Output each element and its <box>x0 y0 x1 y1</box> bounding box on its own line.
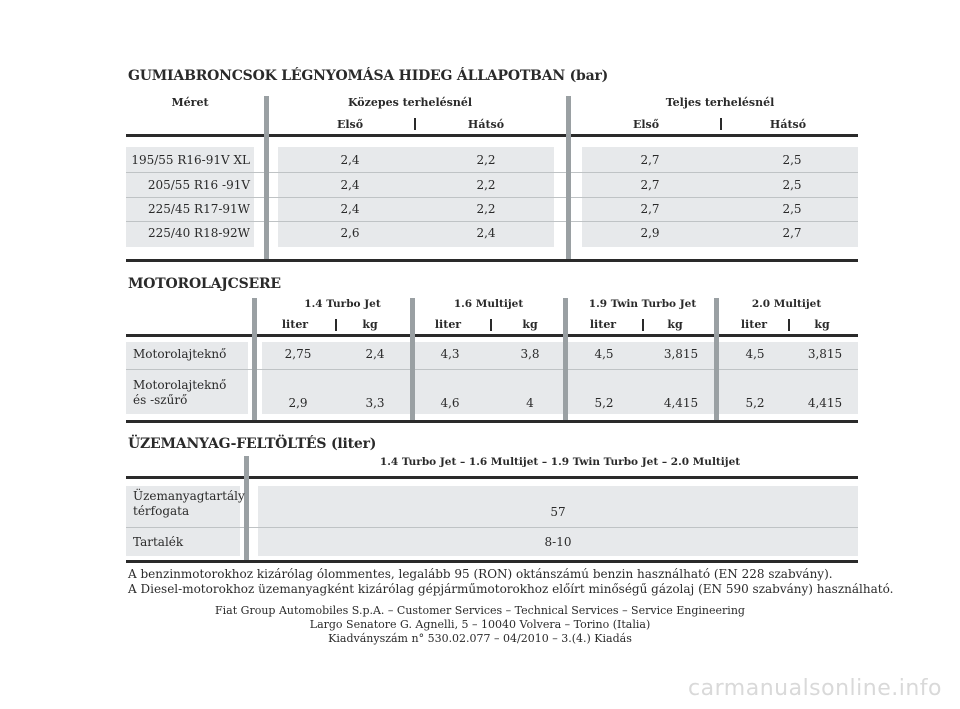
oil-value: 3,815 <box>663 347 699 361</box>
tyre-size: 225/45 R17-91W <box>148 202 250 216</box>
oil-unit-divider <box>490 319 492 331</box>
oil-row2-label-b: és -szűrő <box>133 393 188 407</box>
oil-row2-label-a: Motorolajteknő <box>133 378 227 392</box>
oil-value: 2,9 <box>288 396 308 410</box>
oil-value: 4,5 <box>745 347 765 361</box>
oil-value: 3,815 <box>807 347 843 361</box>
tyre-full-front-value: 2,7 <box>640 153 660 167</box>
oil-value: 3,8 <box>520 347 540 361</box>
fuel-row2-label: Tartalék <box>133 535 184 549</box>
oil-unit-liter: liter <box>434 318 462 331</box>
fuel-note-diesel: A Diesel-motorokhoz üzemanyagként kizárólag gépjárműmotorokhoz előírt minőségű gázolaj (EN 590 szabvány) használható. <box>128 582 894 596</box>
footer-publication: Kiadványszám n° 530.02.077 – 04/2010 – 3.(4.) Kiadás <box>328 632 632 645</box>
oil-unit-liter: liter <box>589 318 617 331</box>
oil-unit-kg: kg <box>667 318 683 331</box>
tyre-bottom-rule <box>126 259 858 262</box>
oil-unit-kg: kg <box>522 318 538 331</box>
tyre-vbar-left <box>264 96 269 261</box>
oil-vbar-1 <box>252 298 257 420</box>
tyre-medium-divider <box>414 118 416 130</box>
oil-vbar-2 <box>410 298 415 420</box>
tyre-full-rear-value: 2,5 <box>782 178 802 192</box>
tyre-row-divider <box>126 172 858 173</box>
tyre-medium-front-value: 2,4 <box>340 202 360 216</box>
oil-value: 5,2 <box>594 396 614 410</box>
oil-engine-2: 1.6 Multijet <box>453 298 524 310</box>
tyre-full-rear-value: 2,5 <box>782 153 802 167</box>
oil-unit-divider <box>788 319 790 331</box>
oil-engine-4: 2.0 Multijet <box>751 298 822 310</box>
tyre-col-medium: Közepes terhelésnél <box>347 96 473 109</box>
oil-unit-divider <box>335 319 337 331</box>
tyre-medium-front-value: 2,6 <box>340 226 360 240</box>
fuel-reserve-value: 8-10 <box>544 535 572 549</box>
tyre-medium-front: Első <box>336 118 364 131</box>
tyre-size: 205/55 R16 -91V <box>147 178 250 192</box>
watermark-text: carmanualsonline.info <box>688 676 942 701</box>
tyre-full-front-value: 2,7 <box>640 178 660 192</box>
tyre-medium-front-value: 2,4 <box>340 153 360 167</box>
oil-unit-liter: liter <box>740 318 768 331</box>
oil-row-divider <box>126 369 858 370</box>
tyre-medium-rear-value: 2,2 <box>476 153 496 167</box>
tyre-medium-rear-value: 2,4 <box>476 226 496 240</box>
fuel-engines-header: 1.4 Turbo Jet – 1.6 Multijet – 1.9 Twin Turbo Jet – 2.0 Multijet <box>379 456 741 468</box>
tyre-full-rear: Hátsó <box>769 118 807 131</box>
oil-value: 5,2 <box>745 396 765 410</box>
fuel-header-rule <box>126 476 858 479</box>
tyre-vbar-right <box>566 96 571 261</box>
tyre-full-divider <box>720 118 722 130</box>
footer-company: Fiat Group Automobiles S.p.A. – Customer Services – Technical Services – Service Engineering <box>215 604 745 617</box>
oil-value: 4,5 <box>594 347 614 361</box>
tyre-medium-rear-value: 2,2 <box>476 202 496 216</box>
fuel-row1-label-b: térfogata <box>133 504 190 518</box>
oil-vbar-3 <box>563 298 568 420</box>
oil-value: 2,75 <box>284 347 312 361</box>
oil-section-title: MOTOROLAJCSERE <box>128 276 281 292</box>
tyre-size: 225/40 R18-92W <box>148 226 250 240</box>
fuel-tank-value: 57 <box>550 505 566 519</box>
fuel-bottom-rule <box>126 560 858 563</box>
tyre-size: 195/55 R16-91V XL <box>131 153 250 167</box>
tyre-medium-rear-value: 2,2 <box>476 178 496 192</box>
tyre-header-rule <box>126 134 858 137</box>
tyre-full-front: Első <box>632 118 660 131</box>
fuel-note-petrol: A benzinmotorokhoz kizárólag ólommentes, legalább 95 (RON) oktánszámú benzin használható (EN 228 szabvány). <box>128 567 833 581</box>
tyre-medium-front-value: 2,4 <box>340 178 360 192</box>
tyre-full-rear-value: 2,5 <box>782 202 802 216</box>
oil-unit-liter: liter <box>281 318 309 331</box>
tyre-full-front-value: 2,7 <box>640 202 660 216</box>
tyre-row-divider <box>126 221 858 222</box>
fuel-row-divider <box>126 527 858 528</box>
oil-row1-label: Motorolajteknő <box>133 347 227 361</box>
oil-bottom-rule <box>126 420 858 423</box>
fuel-vbar <box>244 456 249 561</box>
oil-unit-divider <box>642 319 644 331</box>
tyre-full-rear-value: 2,7 <box>782 226 802 240</box>
oil-engine-1: 1.4 Turbo Jet <box>304 298 381 310</box>
oil-unit-kg: kg <box>362 318 378 331</box>
fuel-row1-label-a: Üzemanyagtartály <box>133 489 245 503</box>
tyre-full-front-value: 2,9 <box>640 226 660 240</box>
oil-value: 4,6 <box>440 396 460 410</box>
tyre-row-divider <box>126 197 858 198</box>
fuel-section-title: ÜZEMANYAG-FELTÖLTÉS (liter) <box>128 436 377 452</box>
oil-header-rule <box>126 334 858 337</box>
oil-value: 4 <box>526 396 534 410</box>
oil-value: 4,415 <box>663 396 699 410</box>
oil-value: 4,415 <box>807 396 843 410</box>
tyre-section-title: GUMIABRONCSOK LÉGNYOMÁSA HIDEG ÁLLAPOTBAN (bar) <box>128 68 609 84</box>
oil-value: 2,4 <box>365 347 385 361</box>
oil-engine-3: 1.9 Twin Turbo Jet <box>588 298 697 310</box>
tyre-col-size: Méret <box>171 96 209 109</box>
tyre-col-full: Teljes terhelésnél <box>665 96 775 109</box>
oil-value: 3,3 <box>365 396 385 410</box>
footer-address: Largo Senatore G. Agnelli, 5 – 10040 Volvera – Torino (Italia) <box>309 618 651 631</box>
oil-unit-kg: kg <box>814 318 830 331</box>
oil-value: 4,3 <box>440 347 460 361</box>
tyre-medium-rear: Hátsó <box>467 118 505 131</box>
